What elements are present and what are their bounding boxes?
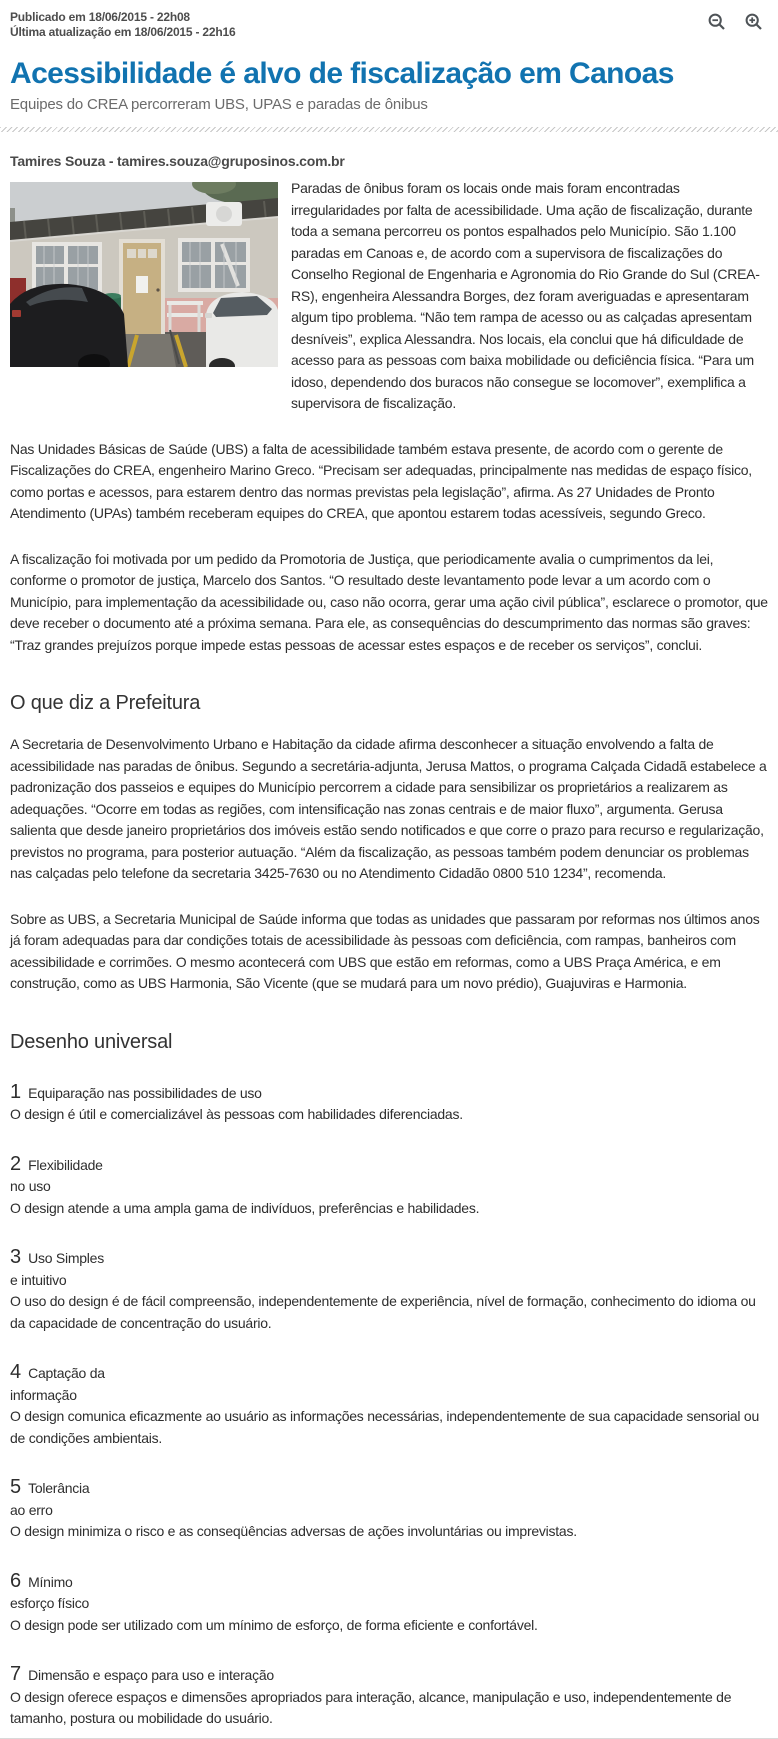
principle-title: Uso Simples xyxy=(28,1250,104,1266)
article-paragraph: A fiscalização foi motivada por um pedido da Promotoria de Justiça, que periodicamente avalia o cumprimentos da lei, conforme o promotor de justiça, Marcelo dos Santos. “O resultado deste levantamento pode levar a um acordo com o Município, para implementação da acessibilidade ou, caso não ocorra, gerar uma ação civil pública”, esclarece o promotor, que deve receber o documento até a próxima semana. Para ele, as consequências do descumprimento das normas são graves: “Traz grandes prejuízos porque impede estas pessoas de acessar estes espaços e de receber os serviços”, conclui. xyxy=(10,550,768,653)
lead-paragraph: Paradas de ônibus foram os locais onde mais foram encontradas irregularidades por falta de acessibilidade. Uma ação de fiscalização, durante toda a semana percorreu os pontos espalhados pelo Município. São 1.100 paradas em Canoas e, de acordo com a supervisora de fiscalizações do Conselho Regional de Engenharia e Agronomia do Rio Grande do Sul (CREA-RS), engenheira Alessandra Borges, dez foram averiguadas e apresentaram algum tipo problema. “Não tem rampa de acesso ou as calçadas apresentam desníveis”, explica Alessandra. Nos locais, ela conclui que há dificuldade de acesso para as pessoas com baixa mobilidade ou deficiência física. “Para um idoso, dependendo dos buracos não consegue se locomover”, exemplifica a supervisora de fiscalização. xyxy=(291,180,760,411)
principle-number: 2 xyxy=(10,1152,22,1175)
principle-description: O design atende a uma ampla gama de indivíduos, preferências e habilidades. xyxy=(10,1199,480,1216)
lead-block xyxy=(10,182,768,415)
principle-description: O design é útil e comercializável às pessoas com habilidades diferenciadas. xyxy=(10,1106,463,1122)
zoom-in-icon xyxy=(744,12,764,32)
article-paragraph: A Secretaria de Desenvolvimento Urbano e Habitação da cidade afirma desconhecer a situação envolvendo a falta de acessibilidade nas paradas de ônibus. Segundo a secretária-adjunta, Jerusa Mattos, o programa Calçada Cidadã estabelece a padronização dos passeios e equipes do Município percorrem a cidade para sensibilizar os proprietários a realizarem as adequações. “Ocorre em todas as regiões, com intensificação nas zonas centrais e de maior fluxo”, argumenta. Gerusa salienta que desde janeiro proprietários dos imóveis estão sendo notificados e que corre o prazo para recurso e regularização, previstos no programa, para posterior autuação. “Além da fiscalização, as pessoas também podem denunciar os problemas nas calçadas pelo telefone da secretaria 3425-7630 ou no Atendimento Cidadão 0800 510 1234”, recomenda. xyxy=(10,736,767,881)
principle-item-4 xyxy=(10,1361,768,1449)
hatched-divider xyxy=(0,127,778,132)
principle-item-1 xyxy=(10,1081,768,1126)
byline: Tamires Souza - tamires.souza@gruposinos.com.br xyxy=(10,153,345,169)
principle-item-5 xyxy=(10,1476,768,1543)
principle-item-7 xyxy=(10,1663,768,1730)
principle-number: 7 xyxy=(10,1663,22,1685)
zoom-out-icon xyxy=(707,12,727,32)
page-subtitle: Equipes do CREA percorreram UBS, UPAS e paradas de ônibus xyxy=(10,96,428,113)
principle-subtitle: informação xyxy=(10,1386,77,1403)
principle-number: 3 xyxy=(10,1246,22,1268)
principle-subtitle: e intuitivo xyxy=(10,1271,67,1288)
principle-description: O design pode ser utilizado com um mínimo de esforço, de forma eficiente e confortável. xyxy=(10,1616,538,1633)
updated-date: Última atualização em 18/06/2015 - 22h16 xyxy=(10,25,236,39)
section-heading-desenho-universal: Desenho universal xyxy=(10,1030,173,1053)
principle-title: Tolerância xyxy=(28,1480,90,1496)
published-date: Publicado em 18/06/2015 - 22h08 xyxy=(10,10,190,24)
top-bar xyxy=(10,0,768,40)
principle-item-6 xyxy=(10,1570,768,1637)
principle-item-2 xyxy=(10,1153,768,1220)
principle-description: O design comunica eficazmente ao usuário as informações necessárias, independentemente de sua capacidade sensorial ou de condições ambientais. xyxy=(10,1408,760,1446)
principle-number: 4 xyxy=(10,1361,22,1383)
font-zoom-tools xyxy=(707,10,768,32)
principle-title: Equiparação nas possibilidades de uso xyxy=(28,1084,262,1101)
zoom-in-button[interactable] xyxy=(744,12,764,32)
principle-title: Dimensão e espaço para uso e interação xyxy=(28,1667,274,1683)
principle-number: 6 xyxy=(10,1569,22,1592)
principle-description: O uso do design é de fácil compreensão, independentemente de experiência, nível de formação, conhecimento do idioma ou da capacidade de concentração do usuário. xyxy=(10,1293,756,1331)
article-paragraph: Sobre as UBS, a Secretaria Municipal de Saúde informa que todas as unidades que passaram por reformas nos últimos anos já foram adequadas para dar condições totais de acessibilidade às pessoas com deficiência, com rampas, banheiros com acessibilidade e corrimões. O mesmo acontecerá com UBS que estão em reformas, como a UBS Praça América, e em construção, como as UBS Harmonia, São Vicente (que se mudará para um novo prédio), Guajuviras e Harmonia. xyxy=(10,910,760,991)
section-heading-prefeitura: O que diz a Prefeitura xyxy=(10,692,201,714)
principle-description: O design oferece espaços e dimensões apropriados para interação, alcance, manipulação e uso, independentemente de tamanho, postura ou mobilidade do usuário. xyxy=(10,1688,732,1726)
bottom-divider xyxy=(0,1738,778,1739)
principle-subtitle: ao erro xyxy=(10,1501,53,1518)
principle-title: Captação da xyxy=(28,1365,105,1381)
principle-subtitle: no uso xyxy=(10,1178,51,1194)
principle-title: Flexibilidade xyxy=(28,1156,103,1173)
article-paragraph: Nas Unidades Básicas de Saúde (UBS) a falta de acessibilidade também estava presente, de acordo com o gerente de Fiscalizações do CREA, engenheiro Marino Greco. “Precisam ser adequadas, principalmente nas medidas de espaço físico, como portas e acessos, para estarem dentro das normas previstas pela legislação”, afirma. As 27 Unidades de Pronto Atendimento (UPAs) também receberam equipes do CREA, que apontou estarem todas acessíveis, segundo Greco. xyxy=(10,440,752,521)
article-photo xyxy=(10,182,278,367)
zoom-out-button[interactable] xyxy=(707,12,727,32)
principle-subtitle: esforço físico xyxy=(10,1595,89,1611)
principle-number: 5 xyxy=(10,1476,22,1498)
principle-description: O design minimiza o risco e as conseqüências adversas de ações involuntárias ou imprevistas. xyxy=(10,1523,577,1539)
principle-title: Mínimo xyxy=(28,1573,73,1590)
principle-item-3 xyxy=(10,1246,768,1334)
principle-number: 1 xyxy=(10,1080,22,1103)
page-title: Acessibilidade é alvo de fiscalização em Canoas xyxy=(10,57,674,90)
publish-meta xyxy=(10,10,235,40)
